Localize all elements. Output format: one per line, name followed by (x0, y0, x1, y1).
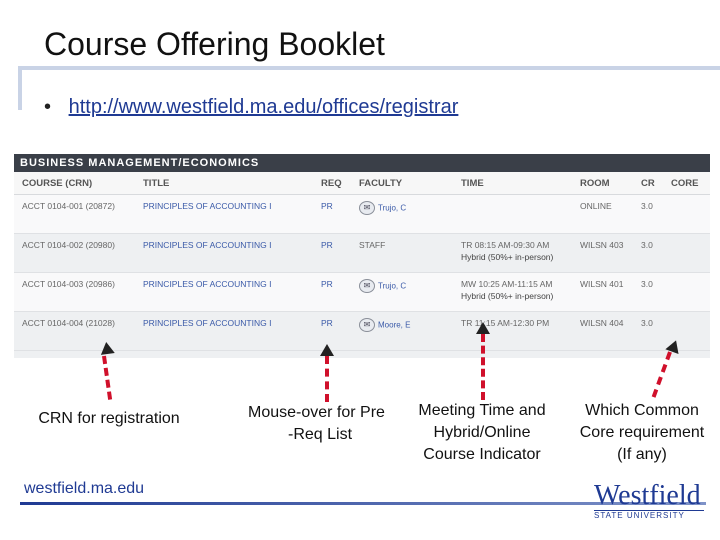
course-crn: ACCT 0104-002 (20980) (14, 234, 135, 273)
bullet-item (44, 96, 458, 119)
faculty-cell (351, 273, 453, 312)
course-crn: ACCT 0104-004 (21028) (14, 312, 135, 351)
core-cell (663, 195, 710, 234)
table-row (14, 234, 710, 273)
time-cell (453, 273, 572, 312)
callout-core (568, 400, 716, 466)
faculty-name[interactable]: Trujo, C (378, 281, 407, 291)
westfield-logo (594, 482, 704, 522)
logo-subtitle: STATE UNIVERSITY (594, 510, 704, 520)
col-header-title: TITLE (135, 172, 313, 195)
course-title-link[interactable]: PRINCIPLES OF ACCOUNTING I (135, 195, 313, 234)
faculty-cell (351, 195, 453, 234)
col-header-faculty: FACULTY (351, 172, 453, 195)
credits-cell: 3.0 (633, 273, 663, 312)
arrow-line-meeting (481, 334, 485, 400)
course-crn: ACCT 0104-001 (20872) (14, 195, 135, 234)
slide-title: Course Offering Booklet (44, 26, 385, 62)
prereq-link[interactable]: PR (313, 273, 351, 312)
course-table (14, 172, 710, 351)
col-header-req: REQ (313, 172, 351, 195)
table-header-row (14, 172, 710, 195)
col-header-time: TIME (453, 172, 572, 195)
delivery-mode: Hybrid (50%+ in-person) (461, 252, 554, 262)
arrow-head-crn (99, 341, 115, 355)
credits-cell: 3.0 (633, 234, 663, 273)
time-cell (453, 234, 572, 273)
callout-core-line2: Core requirement (579, 424, 705, 441)
time-cell (453, 195, 572, 234)
callout-meeting-line3: Course Indicator (423, 446, 541, 463)
room-cell: WILSN 403 (572, 234, 633, 273)
callout-prereq-line2: -Req List (288, 426, 353, 443)
room-cell: WILSN 404 (572, 312, 633, 351)
email-icon[interactable]: ✉ (359, 201, 375, 215)
footer-url: westfield.ma.edu (24, 480, 145, 497)
col-header-room: ROOM (572, 172, 633, 195)
course-crn: ACCT 0104-003 (20986) (14, 273, 135, 312)
core-cell (663, 234, 710, 273)
course-title-link[interactable]: PRINCIPLES OF ACCOUNTING I (135, 312, 313, 351)
department-header: BUSINESS MANAGEMENT/ECONOMICS (14, 154, 710, 172)
col-header-course: COURSE (CRN) (14, 172, 135, 195)
prereq-link[interactable]: PR (313, 234, 351, 273)
prereq-link[interactable]: PR (313, 312, 351, 351)
room-cell: ONLINE (572, 195, 633, 234)
email-icon[interactable]: ✉ (359, 318, 375, 332)
time-cell (453, 312, 572, 351)
logo-wordmark: Westfield (594, 480, 701, 511)
faculty-name[interactable]: Trujo, C (378, 203, 407, 213)
callout-meeting-line2: Hybrid/Online (433, 424, 531, 441)
meeting-time: MW 10:25 AM-11:15 AM (461, 279, 553, 289)
table-row (14, 195, 710, 234)
col-header-core: CORE (663, 172, 710, 195)
meeting-time: TR 08:15 AM-09:30 AM (461, 240, 550, 250)
col-header-cr: CR (633, 172, 663, 195)
arrow-head-prereq (320, 344, 334, 356)
registrar-link[interactable]: http://www.westfield.ma.edu/offices/registrar (68, 96, 459, 118)
prereq-link[interactable]: PR (313, 195, 351, 234)
table-row (14, 312, 710, 351)
callout-prereq (248, 402, 408, 446)
arrow-line-crn (102, 356, 112, 400)
arrow-head-meeting (476, 322, 490, 334)
course-listing-screenshot (14, 154, 710, 358)
callout-core-line1: Which Common (585, 402, 699, 419)
faculty-cell: STAFF (351, 234, 453, 273)
meeting-time: TR 11:15 AM-12:30 PM (461, 318, 550, 328)
email-icon[interactable]: ✉ (359, 279, 375, 293)
course-title-link[interactable]: PRINCIPLES OF ACCOUNTING I (135, 234, 313, 273)
core-cell (663, 273, 710, 312)
callout-meeting-line1: Meeting Time and (418, 402, 546, 419)
callout-core-line3: (If any) (617, 446, 667, 463)
callout-crn-text: CRN for registration (38, 410, 180, 427)
room-cell: WILSN 401 (572, 273, 633, 312)
credits-cell: 3.0 (633, 312, 663, 351)
callout-meeting (404, 400, 560, 466)
callout-prereq-line1: Mouse-over for Pre (248, 404, 385, 421)
bullet-glyph: • (44, 96, 52, 118)
delivery-mode: Hybrid (50%+ in-person) (461, 291, 554, 301)
course-title-link[interactable]: PRINCIPLES OF ACCOUNTING I (135, 273, 313, 312)
callout-crn (24, 408, 194, 430)
faculty-cell (351, 312, 453, 351)
arrow-line-prereq (325, 356, 329, 402)
arrow-line-core (652, 351, 672, 397)
table-row (14, 273, 710, 312)
credits-cell: 3.0 (633, 195, 663, 234)
faculty-name[interactable]: Moore, E (378, 320, 411, 330)
